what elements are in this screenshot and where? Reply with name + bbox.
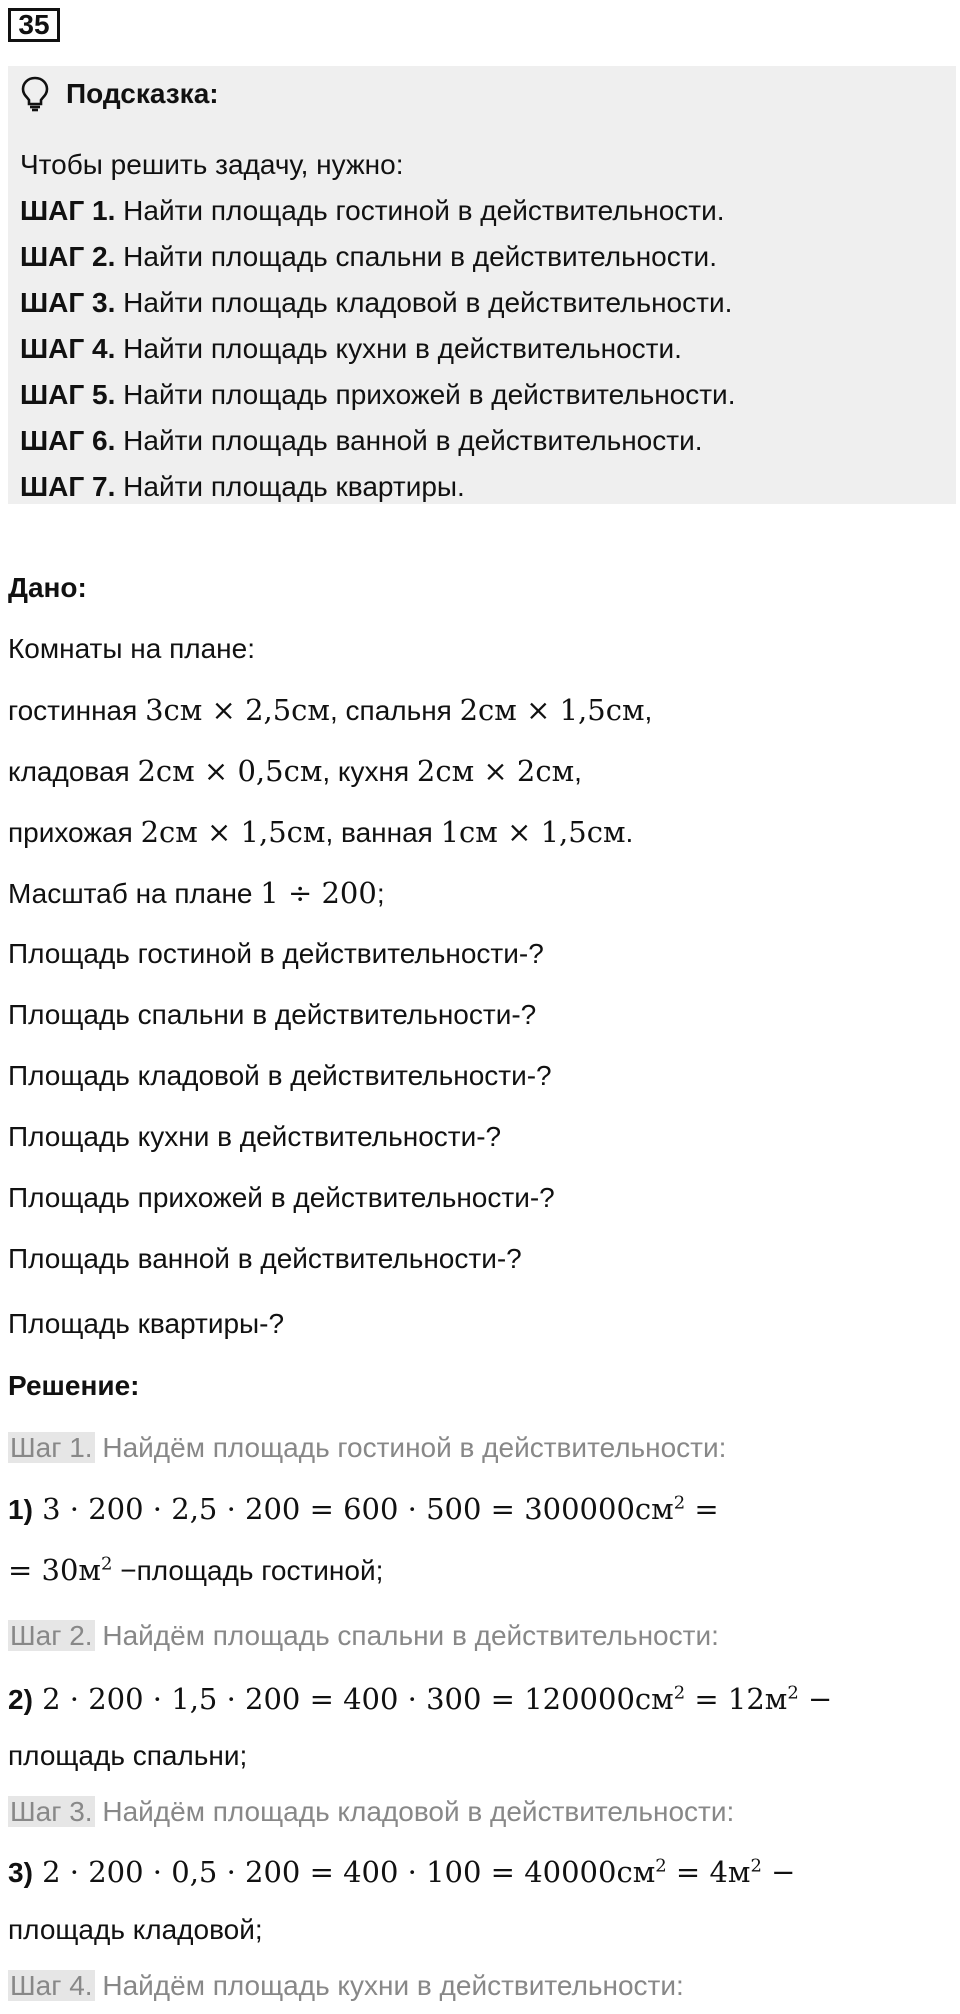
hint-title: Подсказка:	[66, 78, 219, 109]
text: −площадь гостиной;	[112, 1555, 384, 1586]
step-text: Найдём площадь кладовой в действительности:	[94, 1796, 735, 1827]
text: Масштаб на плане	[8, 878, 261, 909]
scale-line	[8, 875, 385, 912]
exponent: 2	[100, 1553, 113, 1575]
math-part: =	[685, 1492, 719, 1526]
hint-step-text: Найти площадь кладовой в действительности.	[123, 287, 733, 318]
math-part: = 30м	[8, 1553, 101, 1587]
text: , кухня	[322, 756, 417, 787]
math	[33, 1855, 796, 1889]
solution-calc: площадь спальни;	[8, 1740, 248, 1771]
hint-step-text: Найти площадь кухни в действительности.	[123, 333, 682, 364]
step-label: Шаг 4.	[10, 1970, 93, 2001]
text: , ванная	[325, 817, 441, 848]
math: 2см × 0,5см	[137, 754, 323, 788]
hint-step-text: Найти площадь спальни в действительности.	[123, 241, 717, 272]
room-line	[8, 692, 652, 729]
step-text: Найдём площадь спальни в действительности:	[94, 1620, 719, 1651]
hint-step	[20, 326, 735, 372]
math-part: 3 · 200 · 2,5 · 200 = 600 · 500 = 300000см	[32, 1492, 674, 1526]
hint-step	[20, 372, 735, 418]
exponent: 2	[655, 1855, 667, 1877]
hint-step-label: ШАГ 5.	[20, 379, 116, 410]
hint-step-label: ШАГ 1.	[20, 195, 116, 226]
solution-step-header	[8, 1794, 734, 1830]
question: Площадь спальни в действительности-?	[8, 999, 537, 1030]
hint-box	[8, 66, 956, 504]
math-part: −	[798, 1682, 833, 1716]
math-part: 2 · 200 · 0,5 · 200 = 400 · 100 = 40000см	[32, 1855, 656, 1889]
hint-step-text: Найти площадь гостиной в действительности.	[123, 195, 725, 226]
problem-number: 35	[8, 8, 60, 42]
solution-calc	[8, 1552, 383, 1589]
question: Площадь кухни в действительности-?	[8, 1121, 502, 1152]
room-line	[8, 753, 582, 790]
text: ,	[574, 756, 582, 787]
hint-step-label: ШАГ 2.	[20, 241, 116, 272]
question: Площадь прихожей в действительности-?	[8, 1182, 555, 1213]
hint-step-label: ШАГ 3.	[20, 287, 116, 318]
hint-step-text: Найти площадь квартиры.	[123, 471, 465, 502]
hint-step-text: Найти площадь прихожей в действительности.	[123, 379, 736, 410]
solution-step-header	[8, 1618, 719, 1654]
hint-step-label: ШАГ 6.	[20, 425, 116, 456]
hint-steps	[20, 142, 735, 510]
step-label: Шаг 3.	[10, 1796, 93, 1827]
exponent: 2	[673, 1492, 686, 1514]
question: Площадь ванной в действительности-?	[8, 1243, 522, 1274]
math: 1см × 1,5см	[440, 815, 626, 849]
question: Площадь кладовой в действительности-?	[8, 1060, 552, 1091]
solution-calc	[8, 1491, 719, 1528]
hint-step	[20, 234, 735, 280]
text: прихожая	[8, 817, 141, 848]
text: гостинная	[8, 695, 146, 726]
text: , спальня	[329, 695, 460, 726]
math: 2см × 2см	[416, 754, 575, 788]
hint-intro: Чтобы решить задачу, нужно:	[20, 149, 404, 180]
hint-step	[20, 188, 735, 234]
math: 1 ÷ 200	[260, 876, 377, 910]
text: .	[625, 817, 634, 848]
math-part: −	[761, 1855, 796, 1889]
text: кладовая	[8, 756, 138, 787]
solution-calc: площадь кладовой;	[8, 1914, 263, 1945]
math-part: 2 · 200 · 1,5 · 200 = 400 · 300 = 120000см	[32, 1682, 674, 1716]
hint-header	[20, 76, 219, 112]
hint-step	[20, 280, 735, 326]
given-title: Дано:	[8, 572, 87, 603]
hint-step-text: Найти площадь ванной в действительности.	[123, 425, 703, 456]
math: 2см × 1,5см	[459, 693, 645, 727]
exponent: 2	[673, 1682, 686, 1704]
rooms-intro: Комнаты на плане:	[8, 633, 255, 664]
solution-calc	[8, 1681, 832, 1718]
solution-step-header	[8, 1968, 684, 2004]
math: 3см × 2,5см	[145, 693, 330, 727]
solution-step-header	[8, 1430, 726, 1466]
step-text: Найдём площадь кухни в действительности:	[94, 1970, 684, 2001]
math-part: = 12м	[685, 1682, 788, 1716]
math	[8, 1553, 112, 1587]
text: ;	[376, 878, 385, 909]
hint-step	[20, 418, 735, 464]
exponent: 2	[787, 1682, 799, 1704]
step-text: Найдём площадь гостиной в действительности:	[94, 1432, 727, 1463]
hint-step	[20, 464, 735, 510]
calc-number: 3)	[8, 1857, 33, 1888]
hint-step-label: ШАГ 4.	[20, 333, 116, 364]
math-part: = 4м	[666, 1855, 751, 1889]
text: ,	[644, 695, 653, 726]
calc-number: 1)	[8, 1494, 33, 1525]
hint-step-label: ШАГ 7.	[20, 471, 116, 502]
exponent: 2	[750, 1855, 762, 1877]
solution-title: Решение:	[8, 1370, 140, 1401]
step-label: Шаг 1.	[10, 1432, 93, 1463]
step-label: Шаг 2.	[10, 1620, 93, 1651]
calc-number: 2)	[8, 1684, 33, 1715]
question: Площадь гостиной в действительности-?	[8, 938, 544, 969]
math: 2см × 1,5см	[140, 815, 326, 849]
solution-calc	[8, 1854, 795, 1891]
math	[33, 1492, 719, 1526]
question: Площадь квартиры-?	[8, 1308, 285, 1339]
room-line	[8, 814, 633, 851]
math	[33, 1682, 832, 1716]
lightbulb-icon	[20, 76, 50, 112]
